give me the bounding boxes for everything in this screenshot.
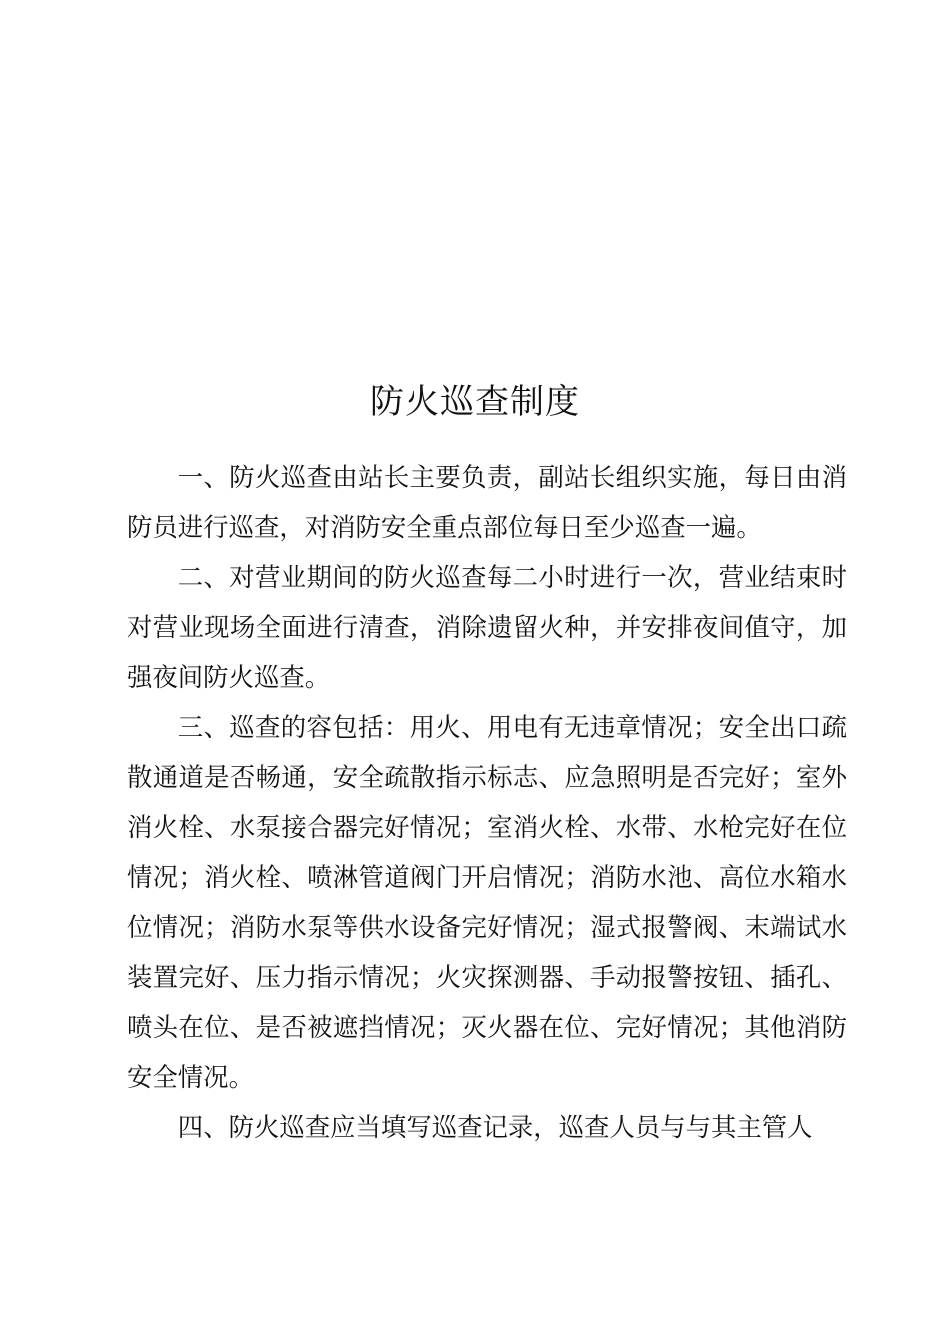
paragraph-2: 二、对营业期间的防火巡查每二小时进行一次，营业结束时对营业现场全面进行清查，消除遗留火种，并安排夜间值守，加强夜间防火巡查。 bbox=[127, 562, 847, 692]
paragraph-1: 一、防火巡查由站长主要负责，副站长组织实施，每日由消防员进行巡查，对消防安全重点部位每日至少巡查一遍。 bbox=[127, 462, 847, 542]
paragraph-4: 四、防火巡查应当填写巡查记录，巡查人员与与其主管人 bbox=[177, 1112, 813, 1142]
paragraph-3: 三、巡查的容包括：用火、用电有无违章情况；安全出口疏散通道是否畅通，安全疏散指示标志、应急照明是否完好；室外消火栓、水泵接合器完好情况；室消火栓、水带、水枪完好在位情况；消火栓、喷淋管道阀门开启情况；消防水池、高位水箱水位情况；消防水泵等供水设备完好情况；湿式报警阀、末端试水装置完好、压力指示情况；火灾探测器、手动报警按钮、插孔、喷头在位、是否被遮挡情况；灭火器在位、完好情况；其他消防安全情况。 bbox=[127, 712, 847, 1092]
document-title: 防火巡查制度 bbox=[370, 382, 580, 422]
document-body bbox=[127, 452, 847, 1152]
